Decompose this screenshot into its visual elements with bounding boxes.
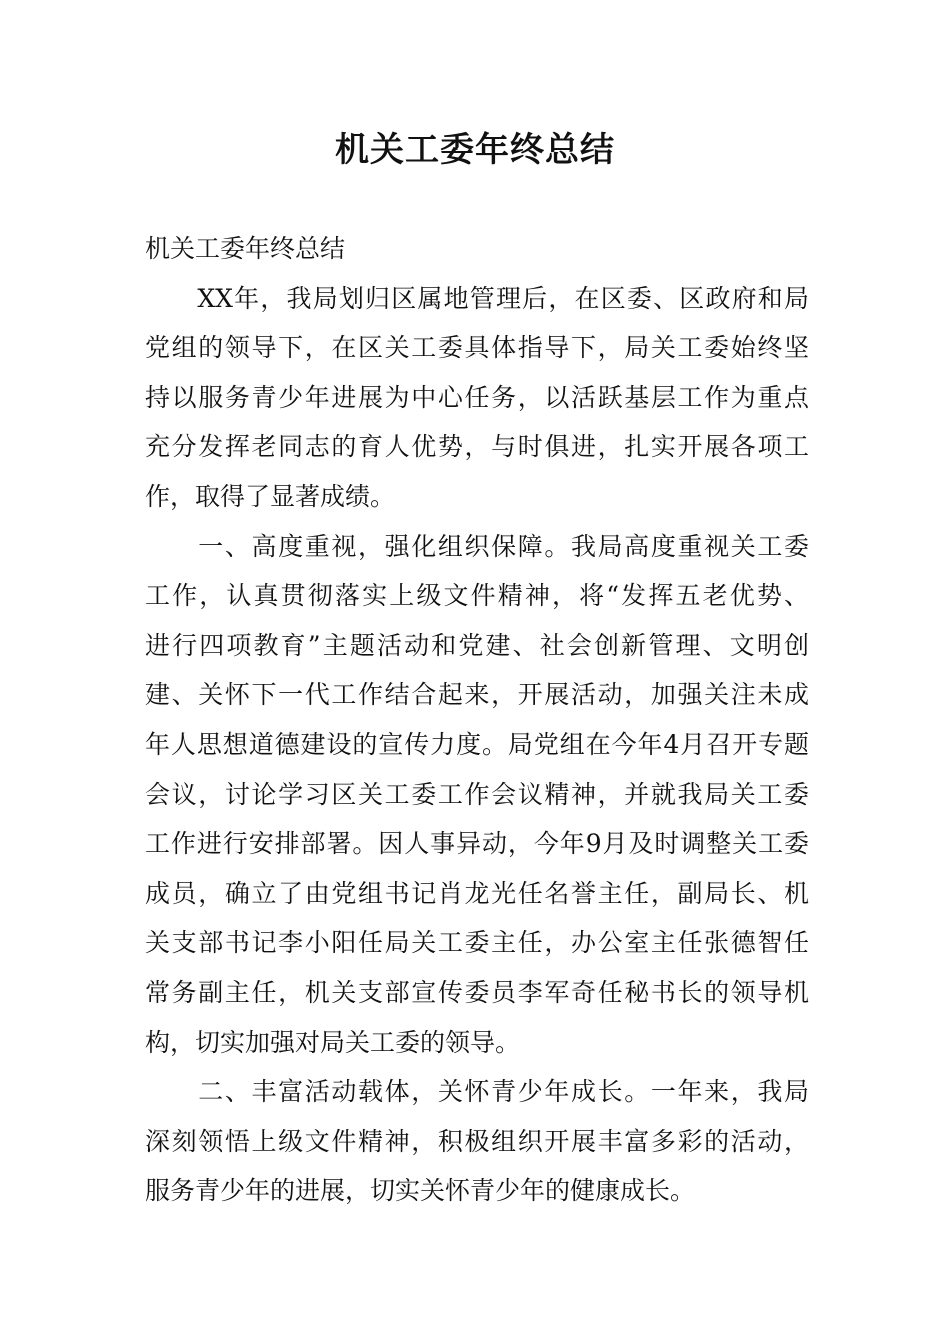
text-line: 构，切实加强对局关工委的领导。 [145, 1027, 521, 1057]
text-line: 服务青少年的进展，切实关怀青少年的健康成长。 [145, 1176, 696, 1206]
text-line: 进行四项教育”主题活动和党建、社会创新管理、文明创 [145, 630, 809, 660]
document-body [145, 224, 809, 1216]
text-line: 年人思想道德建设的宣传力度。局党组在今年4月召开专题 [145, 729, 809, 759]
text-line: 深刻领悟上级文件精神，积极组织开展丰富多彩的活动， [145, 1126, 809, 1156]
text-line: 一、高度重视，强化组织保障。我局高度重视关工委 [145, 531, 809, 561]
text-line: 二、丰富活动载体，关怀青少年成长。一年来，我局 [145, 1077, 809, 1107]
text-line: 工作进行安排部署。因人事异动，今年9月及时调整关工委 [145, 829, 809, 859]
paragraph-section-two [145, 1067, 809, 1216]
paragraph-intro [145, 274, 809, 522]
text-line: 成员，确立了由党组书记肖龙光任名誉主任，副局长、机 [145, 878, 809, 908]
text-line: 会议，讨论学习区关工委工作会议精神，并就我局关工委 [145, 779, 809, 809]
text-line: 党组的领导下，在区关工委具体指导下，局关工委始终坚 [145, 333, 809, 363]
text-line: 持以服务青少年进展为中心任务，以活跃基层工作为重点 [145, 382, 809, 412]
text-line: 常务副主任，机关支部宣传委员李军奇任秘书长的领导机 [145, 977, 809, 1007]
paragraph-section-one [145, 522, 809, 1068]
document-subtitle: 机关工委年终总结 [145, 234, 346, 263]
text-line: 工作，认真贯彻落实上级文件精神，将“发挥五老优势、 [145, 581, 809, 611]
text-line: 建、关怀下一代工作结合起来，开展活动，加强关注未成 [145, 680, 809, 710]
text-line: 充分发挥老同志的育人优势，与时俱进，扎实开展各项工 [145, 432, 809, 462]
text-line: XX年，我局划归区属地管理后，在区委、区政府和局 [145, 283, 809, 313]
text-line: 关支部书记李小阳任局关工委主任，办公室主任张德智任 [145, 928, 809, 958]
document-title: 机关工委年终总结 [335, 130, 615, 170]
text-line: 作，取得了显著成绩。 [145, 481, 396, 511]
